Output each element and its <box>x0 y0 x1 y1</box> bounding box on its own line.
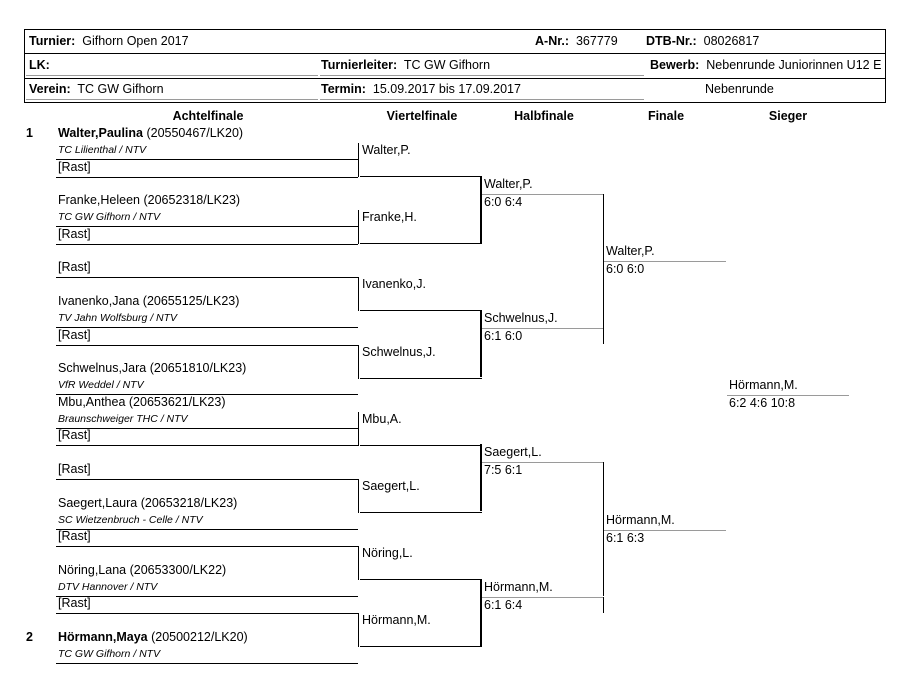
final-winner: Walter,P. <box>606 244 655 258</box>
player-name: [Rast] <box>58 428 91 443</box>
player-club: VfR Weddel / NTV <box>58 379 144 392</box>
lk-field <box>29 58 50 72</box>
director-label: Turnierleiter: <box>321 58 398 72</box>
player-entry <box>58 395 226 409</box>
player-name: Walter,Paulina <box>58 126 143 140</box>
final-score: 6:0 6:0 <box>606 262 645 276</box>
header-underline <box>320 99 644 100</box>
bracket-line <box>603 462 604 478</box>
player-name: Hörmann,Maya <box>58 630 148 644</box>
header-divider <box>24 53 886 54</box>
round-heading-qf: Viertelfinale <box>386 109 458 123</box>
bracket-line <box>360 378 482 379</box>
bracket-line <box>56 277 358 278</box>
bracket-line <box>56 529 358 530</box>
qf-winner: Mbu,A. <box>362 412 402 426</box>
bracket-line <box>360 445 482 446</box>
player-name: [Rast] <box>58 327 91 342</box>
player-club: TC GW Gifhorn / NTV <box>58 211 161 224</box>
header-divider <box>24 78 886 79</box>
tournament-field <box>29 34 189 48</box>
bracket-line <box>358 479 359 513</box>
player-name: [Rast] <box>58 462 91 476</box>
bracket-line <box>360 176 482 177</box>
round-heading-winner: Sieger <box>768 109 808 123</box>
anr-label: A-Nr.: <box>535 34 570 48</box>
sf-score: 6:1 6:0 <box>484 329 523 343</box>
side-draw-label: Nebenrunde <box>705 82 774 96</box>
bracket-line <box>360 646 482 647</box>
player-name: [Rast] <box>58 596 91 611</box>
qf-winner: Walter,P. <box>362 143 411 157</box>
round-heading-r16: Achtelfinale <box>172 109 244 123</box>
bracket-line <box>358 210 359 244</box>
player-name: Schwelnus,Jara <box>58 361 147 376</box>
bracket-line <box>56 479 358 480</box>
player-entry <box>58 361 246 375</box>
player-id: (20653300/LK22) <box>126 562 227 577</box>
dtb-value: 08026817 <box>703 34 760 48</box>
player-id: (20653621/LK23) <box>125 394 226 409</box>
player-entry <box>58 462 91 476</box>
dtb-label: DTB-Nr.: <box>646 34 697 48</box>
bracket-line <box>360 310 482 311</box>
bracket-line <box>56 546 358 547</box>
player-entry <box>58 260 91 274</box>
player-entry <box>58 529 91 543</box>
bracket-line <box>481 444 482 511</box>
player-club: TC GW Gifhorn / NTV <box>58 648 161 660</box>
event-label: Bewerb: <box>650 58 700 72</box>
bracket-line <box>481 176 482 243</box>
champion-score: 6:2 4:6 10:8 <box>729 396 796 410</box>
bracket-line <box>56 345 358 346</box>
bracket-line <box>360 243 482 244</box>
bracket-line <box>56 244 358 245</box>
director-field <box>321 58 490 72</box>
dates-field <box>321 82 521 96</box>
player-name: [Rast] <box>58 260 91 275</box>
player-id: (20653218/LK23) <box>137 495 238 510</box>
player-name: Ivanenko,Jana <box>58 294 140 308</box>
player-entry <box>58 160 91 174</box>
player-entry <box>58 563 226 577</box>
bracket-line <box>358 277 359 311</box>
champion-name: Hörmann,M. <box>729 378 798 392</box>
lk-label: LK: <box>29 58 50 72</box>
bracket-line <box>56 613 358 614</box>
player-id: (20652318/LK23) <box>140 193 241 208</box>
player-entry <box>58 596 91 610</box>
bracket-line <box>56 327 358 328</box>
tournament-label: Turnier: <box>29 34 76 48</box>
seed-number: 2 <box>26 630 33 644</box>
player-id: (20550467/LK20) <box>142 126 244 140</box>
player-entry <box>58 126 243 140</box>
qf-winner: Nöring,L. <box>362 546 413 560</box>
player-name: Franke,Heleen <box>58 193 140 208</box>
sf-score: 6:1 6:4 <box>484 598 523 612</box>
player-entry <box>58 496 237 510</box>
player-id: (20655125/LK23) <box>139 294 240 308</box>
player-id: (20651810/LK23) <box>146 361 247 376</box>
dates-value: 15.09.2017 bis 17.09.2017 <box>372 82 521 96</box>
header-underline <box>26 99 318 100</box>
header-underline <box>26 75 318 76</box>
sf-score: 6:0 6:4 <box>484 195 523 209</box>
player-entry <box>58 193 240 207</box>
club-label: Verein: <box>29 82 71 96</box>
qf-winner: Franke,H. <box>362 210 417 224</box>
bracket-line <box>603 597 604 613</box>
player-club: Braunschweiger THC / NTV <box>58 412 188 425</box>
sf-score: 7:5 6:1 <box>484 463 523 477</box>
sf-winner: Walter,P. <box>484 177 533 191</box>
player-entry <box>58 328 91 342</box>
dates-label: Termin: <box>321 82 366 96</box>
bracket-line <box>481 310 482 377</box>
player-club: TC Lilienthal / NTV <box>58 144 147 156</box>
bracket-line <box>56 226 358 227</box>
player-name: Mbu,Anthea <box>58 394 126 409</box>
player-name: [Rast] <box>58 159 91 174</box>
player-entry <box>58 227 91 241</box>
bracket-line <box>358 546 359 580</box>
tournament-value: Gifhorn Open 2017 <box>82 34 189 48</box>
player-club: SC Wietzenbruch - Celle / NTV <box>58 513 203 526</box>
bracket-line <box>358 143 359 177</box>
round-heading-sf: Halbfinale <box>514 109 574 123</box>
event-value: Nebenrunde Juniorinnen U12 E <box>706 58 882 72</box>
dtb-field <box>646 34 759 48</box>
bracket-line <box>603 478 604 596</box>
bracket-line <box>358 345 359 379</box>
qf-winner: Ivanenko,J. <box>362 277 426 291</box>
sf-winner: Saegert,L. <box>484 445 542 459</box>
qf-winner: Saegert,L. <box>362 479 420 493</box>
player-name: Saegert,Laura <box>58 495 138 510</box>
sf-winner: Schwelnus,J. <box>484 311 558 325</box>
player-name: Nöring,Lana <box>58 562 127 577</box>
qf-winner: Hörmann,M. <box>362 613 431 627</box>
event-field <box>650 58 884 72</box>
bracket-line <box>358 613 359 647</box>
club-value: TC GW Gifhorn <box>77 82 164 96</box>
player-id: (20500212/LK20) <box>147 630 248 644</box>
seed-number: 1 <box>26 126 33 140</box>
player-entry <box>58 294 239 308</box>
player-name: [Rast] <box>58 529 91 544</box>
bracket-line <box>358 412 359 446</box>
header-underline <box>320 75 644 76</box>
player-club: TV Jahn Wolfsburg / NTV <box>58 312 178 324</box>
final-winner: Hörmann,M. <box>606 513 675 527</box>
bracket-line <box>56 177 358 178</box>
qf-winner: Schwelnus,J. <box>362 345 436 359</box>
sf-winner: Hörmann,M. <box>484 580 553 594</box>
player-club: DTV Hannover / NTV <box>58 580 158 593</box>
bracket-line <box>56 663 358 664</box>
bracket-line <box>360 512 482 513</box>
player-entry <box>58 428 91 442</box>
round-heading-final: Finale <box>647 109 685 123</box>
anr-value: 367779 <box>575 34 618 48</box>
bracket-line <box>481 579 482 646</box>
anr-field <box>535 34 618 48</box>
director-value: TC GW Gifhorn <box>403 58 491 72</box>
bracket-line <box>56 445 358 446</box>
bracket-line <box>360 579 482 580</box>
player-name: [Rast] <box>58 226 91 241</box>
bracket-line <box>56 428 358 429</box>
final-score: 6:1 6:3 <box>606 531 645 545</box>
bracket-line <box>603 194 604 210</box>
club-field <box>29 82 164 96</box>
bracket-line <box>603 210 604 328</box>
player-entry <box>58 630 248 644</box>
bracket-line <box>603 328 604 344</box>
bracket-line <box>56 159 358 160</box>
bracket-line <box>56 596 358 597</box>
